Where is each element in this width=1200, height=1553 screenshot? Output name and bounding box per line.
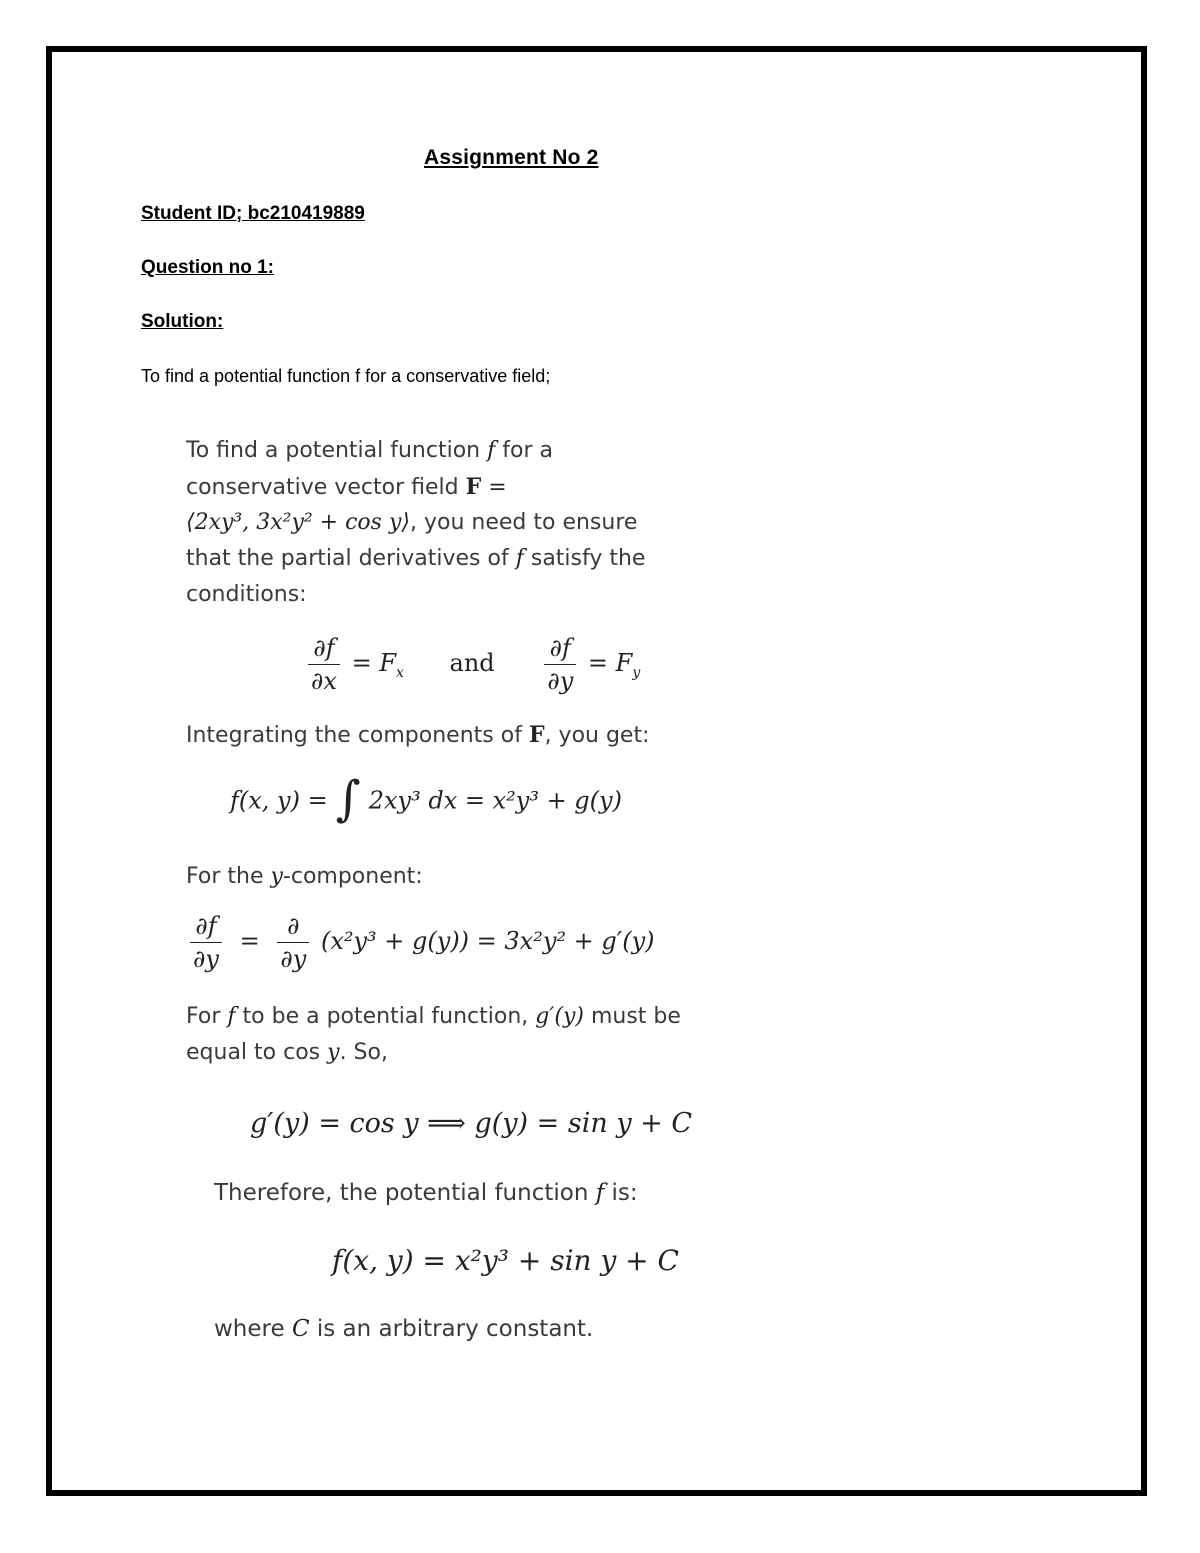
fraction [308, 634, 340, 695]
integrating-line [186, 722, 650, 748]
numerator: ∂f [544, 634, 576, 665]
line-4 [186, 546, 645, 571]
integral-sign: ∫ [335, 771, 361, 827]
math: = F [351, 649, 396, 677]
numerator: ∂f [308, 634, 340, 665]
numerator: ∂f [190, 912, 222, 943]
text: , you need to ensure [409, 510, 638, 535]
subscript: y [632, 664, 641, 681]
solution-image [186, 438, 886, 1368]
fraction [190, 912, 222, 973]
denominator: ∂x [311, 667, 337, 695]
text: to be a potential function, [235, 1004, 536, 1029]
for-f-line [186, 1004, 681, 1029]
text: must be [583, 1004, 681, 1029]
y-component-line [186, 864, 423, 889]
math-gprime: g′(y) [535, 1004, 584, 1029]
math: g′(y) = cos y ⟹ g(y) = sin y + C [250, 1108, 693, 1139]
math-f: f [515, 546, 524, 571]
denominator: ∂y [547, 667, 574, 695]
math-y: y [327, 1040, 340, 1065]
subscript: x [395, 664, 404, 681]
question-heading: Question no 1: [141, 257, 274, 278]
text: that the partial derivatives of [186, 546, 516, 571]
assignment-title: Assignment No 2 [424, 146, 599, 169]
vector-field-expression: ⟨2xy³, 3x²y² + cos y⟩ [186, 510, 410, 535]
line-2 [186, 474, 507, 500]
text: for a [495, 438, 553, 463]
therefore-line [214, 1180, 638, 1206]
derivative-equation [186, 912, 654, 973]
text: Integrating the components of [186, 723, 529, 748]
math-F: F [528, 722, 545, 748]
intro-text: To find a potential function f for a conservative field; [141, 366, 551, 386]
text: equal to cos [186, 1040, 328, 1065]
math-eq: = [239, 927, 260, 955]
text: is an arbitrary constant. [309, 1316, 594, 1342]
math-eq: = [481, 475, 507, 500]
math-F: F [465, 474, 482, 500]
and-word: and [449, 649, 495, 677]
math-C: C [291, 1316, 310, 1342]
final-equation [332, 1244, 679, 1277]
text: For [186, 1004, 228, 1029]
math-f: f [595, 1180, 605, 1206]
text: -component: [282, 864, 423, 889]
equal-line [186, 1040, 388, 1065]
text: For the [186, 864, 271, 889]
math-y: y [270, 864, 283, 889]
math: f(x, y) = x²y³ + sin y + C [332, 1244, 679, 1277]
line-3 [186, 510, 637, 535]
math: = F [587, 649, 633, 677]
conditions-equation [304, 634, 640, 695]
text: conditions: [186, 582, 307, 607]
math-f: f [227, 1004, 236, 1029]
text: To find a potential function [186, 438, 488, 463]
line-5 [186, 582, 307, 607]
math: 2xy³ dx = x²y³ + g(y) [368, 786, 622, 815]
text: satisfy the [523, 546, 646, 571]
fraction [544, 634, 576, 695]
text: is: [604, 1180, 638, 1206]
student-id: Student ID; bc210419889 [141, 203, 365, 224]
text: . So, [339, 1040, 388, 1065]
line-1 [186, 438, 553, 463]
denominator: ∂y [193, 945, 219, 973]
math: (x²y³ + g(y)) = 3x²y² + g′(y) [320, 927, 655, 955]
math: f(x, y) = [230, 786, 328, 815]
text: , you get: [544, 723, 650, 748]
fraction [277, 912, 309, 973]
denominator: ∂y [280, 945, 307, 973]
integral-equation [230, 771, 622, 830]
text: conservative vector field [186, 475, 466, 500]
gprime-equation [250, 1108, 692, 1139]
solution-heading: Solution: [141, 311, 224, 332]
numerator: ∂ [277, 912, 309, 943]
text: where [214, 1316, 292, 1342]
where-line [214, 1316, 593, 1342]
text: Therefore, the potential function [214, 1180, 596, 1206]
math-f: f [487, 438, 496, 463]
